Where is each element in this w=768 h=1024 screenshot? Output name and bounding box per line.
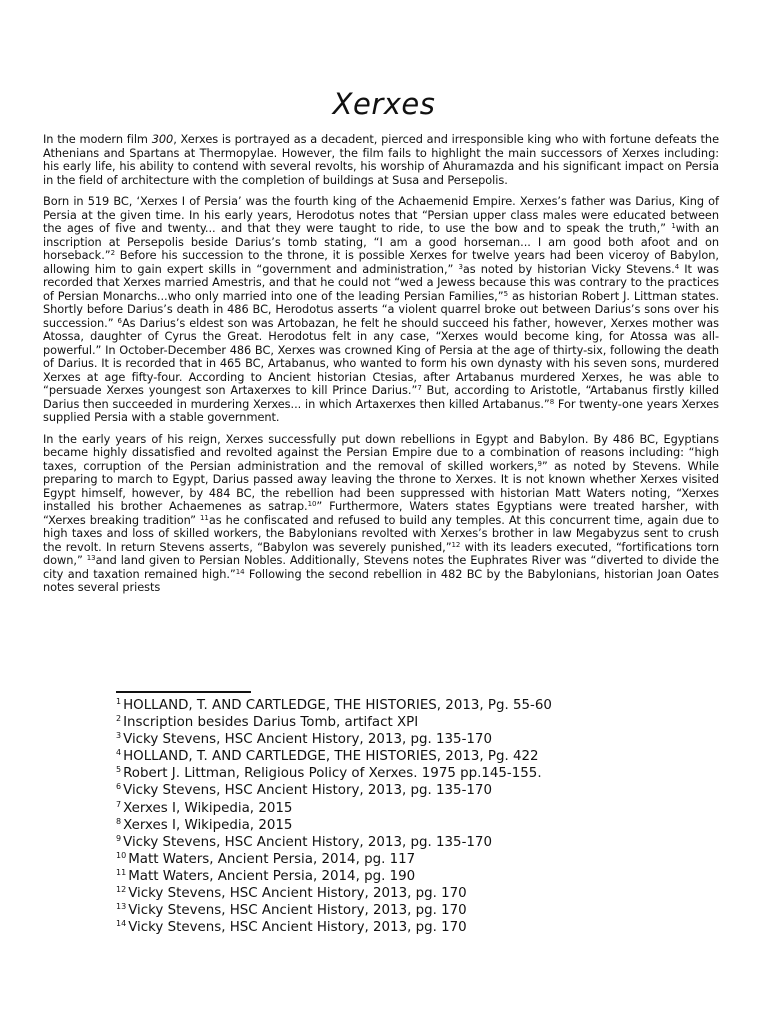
paragraph-text: with its leaders executed, “fortifications torn down,” xyxy=(43,539,719,567)
paragraph-text: For twenty-one years Xerxes supplied Persia with a stable government. xyxy=(43,396,719,424)
footnote-reference: 4 xyxy=(674,262,680,271)
footnote-item xyxy=(116,834,676,851)
footnote-list xyxy=(116,697,676,936)
footnote-number: 4 xyxy=(116,748,122,758)
body-paragraph xyxy=(43,433,719,595)
footnote-text: Vicky Stevens, HSC Ancient History, 2013, pg. 135-170 xyxy=(123,834,492,850)
footnote-number: 1 xyxy=(116,697,122,706)
page-title: Xerxes xyxy=(332,87,436,121)
footnote-item xyxy=(116,748,676,765)
paragraph-text: It was recorded that Xerxes married Amestris, and that he could not “wed a Jewess because this was contrary to the practices of Persian Monarchs...who only married into one of the leading Persian Families,” xyxy=(43,261,720,303)
body-paragraph xyxy=(43,195,719,425)
footnote-separator xyxy=(116,691,251,693)
paragraph-text: with an inscription at Persepolis beside Darius’s tomb stating, “I am a good horseman... I am good both afoot and on horseback.” xyxy=(43,221,719,262)
footnote-text: HOLLAND, T. AND CARTLEDGE, THE HISTORIES, 2013, Pg. 55-60 xyxy=(123,698,552,713)
footnote-number: 10 xyxy=(116,850,127,860)
footnote-reference: 2 xyxy=(110,249,115,257)
footnote-number: 7 xyxy=(116,799,122,809)
footnote-reference: 5 xyxy=(503,289,508,298)
footnote-text: Vicky Stevens, HSC Ancient History, 2013, pg. 170 xyxy=(128,903,467,919)
footnote-text: HOLLAND, T. AND CARTLEDGE, THE HISTORIES, 2013, Pg. 422 xyxy=(123,749,539,765)
paragraph-text: Following the second rebellion in 482 BC by the Babylonians, historian Joan Oates notes several priests xyxy=(43,566,720,594)
footnote-number: 12 xyxy=(116,885,127,895)
footnote-reference: 14 xyxy=(235,567,245,576)
footnote-text: Xerxes I, Wikipedia, 2015 xyxy=(123,817,293,833)
footnote-reference: 10 xyxy=(307,500,317,508)
footnote-number: 6 xyxy=(116,782,122,792)
footnote-number: 13 xyxy=(116,902,127,912)
paragraph-text: as historian Robert J. Littman states. Shortly before Darius’s death in 486 BC, Herodotus asserts “a violent quarrel broke out between Darius’s sons over his succession.” xyxy=(43,288,719,330)
footnote-item xyxy=(116,765,676,782)
footnote-text: Vicky Stevens, HSC Ancient History, 2013, pg. 170 xyxy=(128,920,467,936)
footnote-reference: 11 xyxy=(200,513,209,522)
footnote-number: 3 xyxy=(116,731,122,741)
document-body xyxy=(43,133,719,595)
footnote-text: Vicky Stevens, HSC Ancient History, 2013, pg. 135-170 xyxy=(123,783,492,799)
paragraph-text: Born in 519 BC, ‘Xerxes I of Persia’ was the fourth king of the Achaemenid Empire. Xerxes’s father was Darius, King of Persia at the given time. In his early years, Herodotus notes that “Persian upper class males were educated between the ages of five and twenty... and that they were taught to ride, to use the bow and to speak the truth,” xyxy=(43,194,719,235)
footnote-reference: 7 xyxy=(417,384,422,392)
footnote-text: Matt Waters, Ancient Persia, 2014, pg. 190 xyxy=(128,868,416,884)
footnote-item xyxy=(116,885,676,902)
footnote-item xyxy=(116,919,676,936)
footnote-item xyxy=(116,851,676,868)
footnote-item xyxy=(116,817,676,834)
footnote-text: Xerxes I, Wikipedia, 2015 xyxy=(123,800,293,816)
footnote-text: Vicky Stevens, HSC Ancient History, 2013, pg. 170 xyxy=(128,886,467,902)
paragraph-text: , Xerxes is portrayed as a decadent, pierced and irresponsible king who with fortune defeats the Athenians and Spartans at Thermopylae. However, the film fails to highlight the main successors of Xerxes including: his early life, his ability to contend with several revolts, his worship of Ahuramazda and his significant impact on Persia in the field of architecture with the completion of buildings at Susa and Persepolis. xyxy=(43,132,719,187)
footnote-number: 14 xyxy=(116,919,127,929)
footnote-item xyxy=(116,868,676,885)
footnote-item xyxy=(116,782,676,799)
footnote-item xyxy=(116,902,676,919)
footnote-text: Vicky Stevens, HSC Ancient History, 2013, pg. 135-170 xyxy=(123,732,492,748)
footnote-reference: 3 xyxy=(458,262,463,271)
footnote-item xyxy=(116,714,676,731)
paragraph-text: Before his succession to the throne, it is possible Xerxes for twelve years had been viceroy of Babylon, allowing him to gain expert skills in “government and administration,” xyxy=(43,248,719,276)
footnote-reference: 13 xyxy=(86,554,96,562)
footnote-reference: 6 xyxy=(117,316,122,325)
footnote-reference: 8 xyxy=(549,397,555,406)
footnote-reference: 12 xyxy=(451,540,461,549)
footnote-number: 8 xyxy=(116,816,122,826)
footnote-number: 5 xyxy=(116,765,122,775)
footnote-item xyxy=(116,800,676,817)
footnote-reference: 9 xyxy=(537,459,542,468)
paragraph-text: But, according to Aristotle, “Artabanus firstly killed Darius then succeeded in murdering Xerxes... in which Artaxerxes then killed Artabanus.” xyxy=(43,383,720,411)
footnote-text: Inscription besides Darius Tomb, artifact XPI xyxy=(123,715,419,731)
italic-text: 300 xyxy=(151,132,174,146)
paragraph-text: and land given to Persian Nobles. Additionally, Stevens notes the Euphrates River was “diverted to divide the city and taxation remained high.” xyxy=(43,553,719,581)
paragraph-text: In the early years of his reign, Xerxes successfully put down rebellions in Egypt and Babylon. By 486 BC, Egyptians became highly dissatisfied and revolted against the Persian Empire due to a combination of reasons including: “high taxes, corruption of the Persian administration and the removal of skilled workers, xyxy=(43,431,719,473)
paragraph-text: ” as noted by Stevens. While preparing to march to Egypt, Darius passed away leaving the throne to Xerxes. It is not known whether Xerxes visited Egypt himself, however, by 484 BC, the rebellion had been suppressed with historian Matt Waters noting, “Xerxes installed his brother Achaemenes as satrap. xyxy=(43,458,719,513)
footnote-text: Matt Waters, Ancient Persia, 2014, pg. 117 xyxy=(128,851,416,867)
paragraph-text: as he confiscated and refused to build any temples. At this concurrent time, again due to high taxes and loss of skilled workers, the Babylonians revolted with Xerxes’s brother in law Megabyzus sent to crush the revolt. In return Stevens asserts, “Babylon was severely punished,” xyxy=(43,512,719,554)
footnote-number: 9 xyxy=(116,833,122,843)
paragraph-text: as noted by historian Vicky Stevens. xyxy=(462,261,675,276)
body-paragraph xyxy=(43,133,719,187)
paragraph-text: ” Furthermore, Waters states Egyptians were treated harsher, with “Xerxes breaking tradition” xyxy=(43,499,720,527)
footnote-number: 11 xyxy=(116,867,127,877)
footnote-number: 2 xyxy=(116,714,122,724)
footnote-item xyxy=(116,731,676,748)
paragraph-text: In the modern film xyxy=(43,132,152,146)
footnote-text: Robert J. Littman, Religious Policy of Xerxes. 1975 pp.145-155. xyxy=(123,766,542,782)
paragraph-text: As Darius’s eldest son was Artobazan, he felt he should succeed his father, however, Xerxes mother was Atossa, daughter of Cyrus the Great. Herodotus felt in any case, “Xerxes would become king, for Atossa was all-powerful.” In October-December 486 BC, Xerxes was crowned King of Persia at the age of thirty-six, following the death of Darius. It is recorded that in 465 BC, Artabanus, who wanted to form his own dynasty with his seven sons, murdered Xerxes at age fifty-four. According to Ancient historian Ctesias, after Artabanus murdered Xerxes, he was able to “persuade Xerxes youngest son Artaxerxes to kill Prince Darius.” xyxy=(43,315,719,397)
footnote-item xyxy=(116,697,676,714)
footnote-reference: 1 xyxy=(671,222,676,230)
